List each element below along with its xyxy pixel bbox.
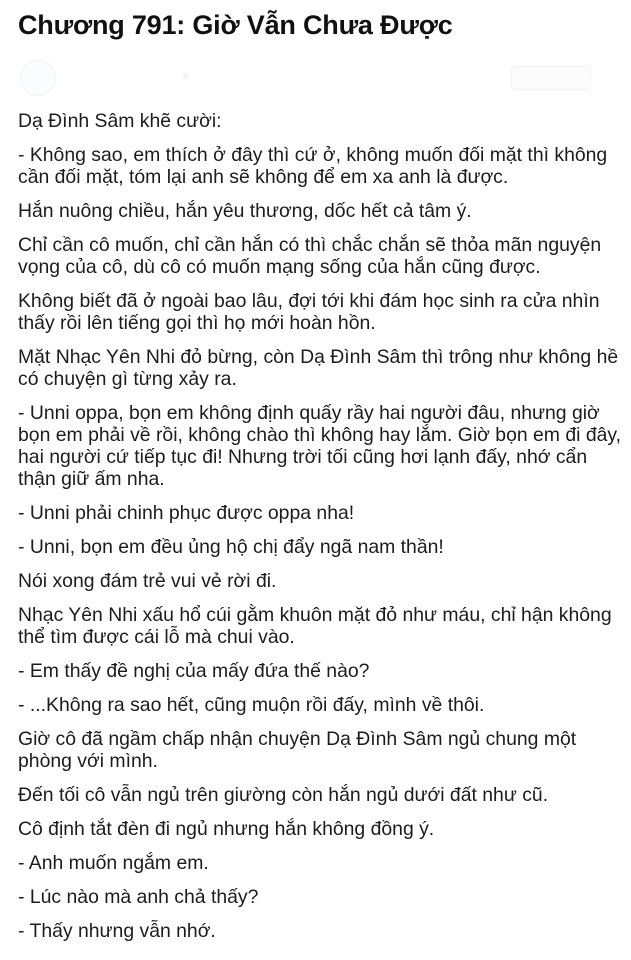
paragraph: Đến tối cô vẫn ngủ trên giường còn hắn ngủ dưới đất như cũ. bbox=[18, 784, 549, 806]
paragraph: - Thấy nhưng vẫn nhớ. bbox=[18, 920, 216, 942]
paragraph: Giờ cô đã ngầm chấp nhận chuyện Dạ Đình Sâm ngủ chung một phòng với mình. bbox=[18, 728, 577, 772]
story-body bbox=[18, 110, 623, 954]
paragraph: Chỉ cần cô muốn, chỉ cần hắn có thì chắc chắn sẽ thỏa mãn nguyện vọng của cô, dù cô có muốn mạng sống của hắn cũng được. bbox=[18, 234, 602, 278]
paragraph: Hắn nuông chiều, hắn yêu thương, dốc hết cả tâm ý. bbox=[18, 200, 472, 222]
paragraph: Cô định tắt đèn đi ngủ nhưng hắn không đồng ý. bbox=[18, 818, 435, 840]
paragraph: Mặt Nhạc Yên Nhi đỏ bừng, còn Dạ Đình Sâm thì trông như không hề có chuyện gì từng xảy ra. bbox=[18, 346, 619, 390]
paragraph: - Unni oppa, bọn em không định quấy rầy hai người đâu, nhưng giờ bọn em phải về rồi, không chào thì không hay lắm. Giờ bọn em đi đây, hai người cứ tiếp tục đi! Nhưng trời tối cũng hơi lạnh đấy, nhớ cẩn thận giữ ấm nha. bbox=[18, 402, 622, 490]
faded-button bbox=[511, 66, 591, 90]
faded-post-header bbox=[18, 56, 613, 100]
paragraph: - Lúc nào mà anh chả thấy? bbox=[18, 886, 259, 908]
paragraph: - Em thấy đề nghị của mấy đứa thế nào? bbox=[18, 660, 370, 682]
paragraph: - Không sao, em thích ở đây thì cứ ở, không muốn đối mặt thì không cần đối mặt, tóm lại anh sẽ không để em xa anh là được. bbox=[18, 144, 608, 188]
paragraph: Nhạc Yên Nhi xấu hổ cúi gằm khuôn mặt đỏ như máu, chỉ hận không thể tìm được cái lỗ mà chui vào. bbox=[18, 604, 612, 648]
paragraph: Dạ Đình Sâm khẽ cười: bbox=[18, 110, 222, 132]
paragraph: - Unni, bọn em đều ủng hộ chị đẩy ngã nam thần! bbox=[18, 536, 444, 558]
faded-dot-icon bbox=[183, 73, 189, 79]
chapter-title: Chương 791: Giờ Vẫn Chưa Được bbox=[18, 10, 453, 40]
paragraph: Không biết đã ở ngoài bao lâu, đợi tới khi đám học sinh ra cửa nhìn thấy rồi lên tiếng gọi thì họ mới hoàn hồn. bbox=[18, 290, 600, 334]
faded-avatar bbox=[20, 60, 56, 96]
paragraph: - Anh muốn ngắm em. bbox=[18, 852, 209, 874]
paragraph: Nói xong đám trẻ vui vẻ rời đi. bbox=[18, 570, 277, 592]
paragraph: - Unni phải chinh phục được oppa nha! bbox=[18, 502, 355, 524]
paragraph: - ...Không ra sao hết, cũng muộn rồi đấy, mình về thôi. bbox=[18, 694, 485, 716]
